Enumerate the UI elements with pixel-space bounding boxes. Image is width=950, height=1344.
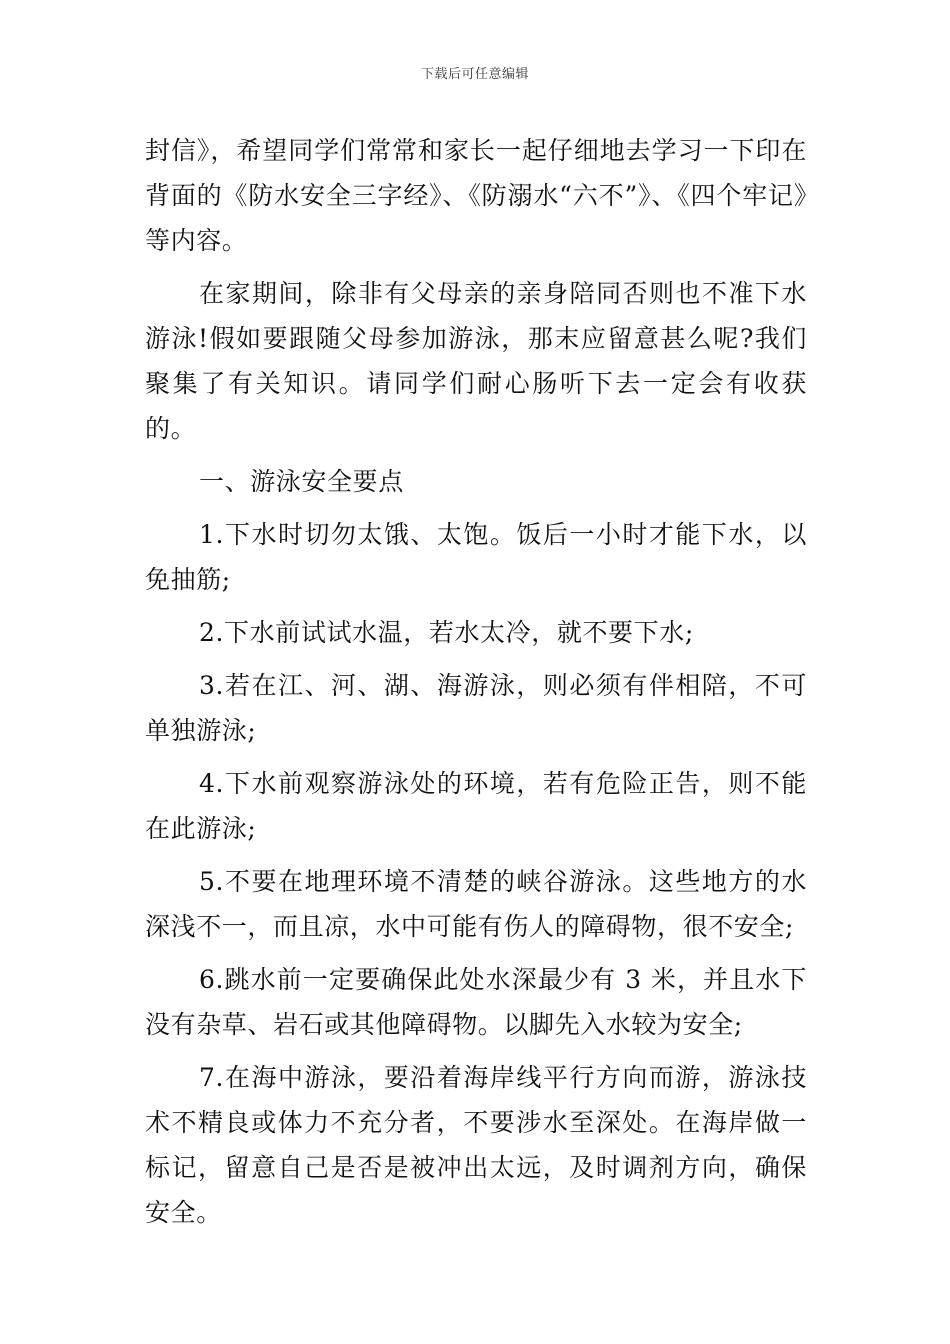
list-item-1: 1.下水时切勿太饿、太饱。饭后一小时才能下水，以免抽筋; [145,520,807,594]
list-item-4: 4.下水前观察游泳处的环境，若有危险正告，则不能在此游泳; [145,769,807,843]
list-item-6: 6.跳水前一定要确保此处水深最少有 3 米，并且水下没有杂草、岩石或其他障碍物。以脚先入水较为安全; [145,965,807,1039]
document-body [145,128,807,1243]
paragraph-intro-continuation: 封信》，希望同学们常常和家长一起仔细地去学习一下印在背面的《防水安全三字经》、《防溺水“六不”》、《四个牢记》等内容。 [145,136,807,255]
paragraph-home-safety: 在家期间，除非有父母亲的亲身陪同否则也不准下水游泳!假如要跟随父母参加游泳，那末应留意甚么呢?我们聚集了有关知识。请同学们耐心肠听下去一定会有收获的。 [145,279,807,443]
section-heading-swim-safety: 一、游泳安全要点 [199,467,404,496]
page-header: 下载后可任意编辑 [420,67,529,82]
list-item-3: 3.若在江、河、湖、海游泳，则必须有伴相陪，不可单独游泳; [145,671,807,745]
list-item-2: 2.下水前试试水温，若水太冷，就不要下水; [199,618,694,647]
list-item-5: 5.不要在地理环境不清楚的峡谷游泳。这些地方的水深浅不一，而且凉，水中可能有伤人的障碍物，很不安全; [145,867,807,941]
list-item-7: 7.在海中游泳，要沿着海岸线平行方向而游，游泳技术不精良或体力不充分者，不要涉水至深处。在海岸做一标记，留意自己是否是被冲出太远，及时调剂方向，确保安全。 [145,1063,807,1227]
